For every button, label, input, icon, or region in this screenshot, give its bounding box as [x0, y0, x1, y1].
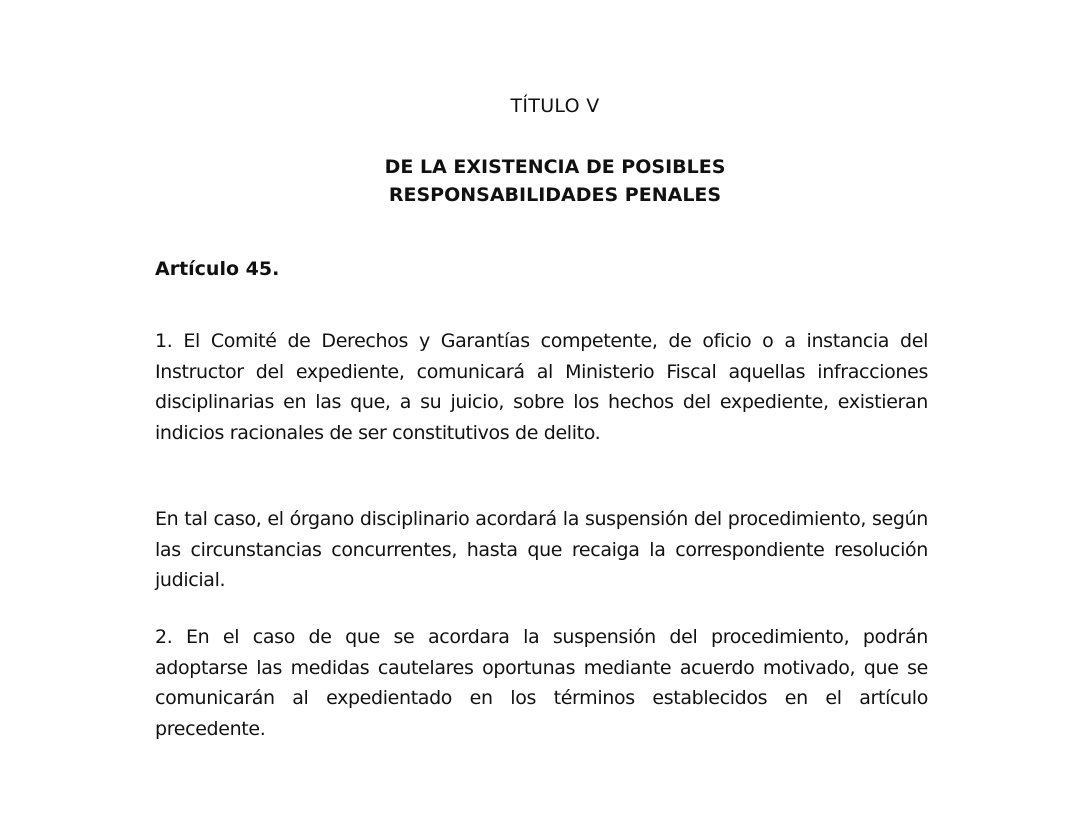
paragraph-1: 1. El Comité de Derechos y Garantías competente, de oficio o a instancia del Instructor del expediente, comunicará al Ministerio Fiscal aquellas infracciones disciplinarias en las que, a su juicio, sobre los hechos del expediente, existieran indicios racionales de ser constitutivos de delito.: [155, 330, 928, 444]
paragraph-2: En tal caso, el órgano disciplinario acordará la suspensión del procedimiento, según las circunstancias concurrentes, hasta que recaiga la correspondiente resolución judicial.: [155, 508, 928, 591]
paragraph-3: 2. En el caso de que se acordara la suspensión del procedimiento, podrán adoptarse las medidas cautelares oportunas mediante acuerdo motivado, que se comunicarán al expedientado en los términos establecidos en el artículo precedente.: [155, 626, 928, 740]
document-subtitle: [0, 153, 1080, 209]
subtitle-line-2: RESPONSABILIDADES PENALES: [388, 184, 722, 206]
subtitle-line-1: DE LA EXISTENCIA DE POSIBLES: [384, 156, 726, 178]
document-title: TÍTULO V: [510, 95, 600, 117]
article-heading: Artículo 45.: [155, 258, 280, 280]
